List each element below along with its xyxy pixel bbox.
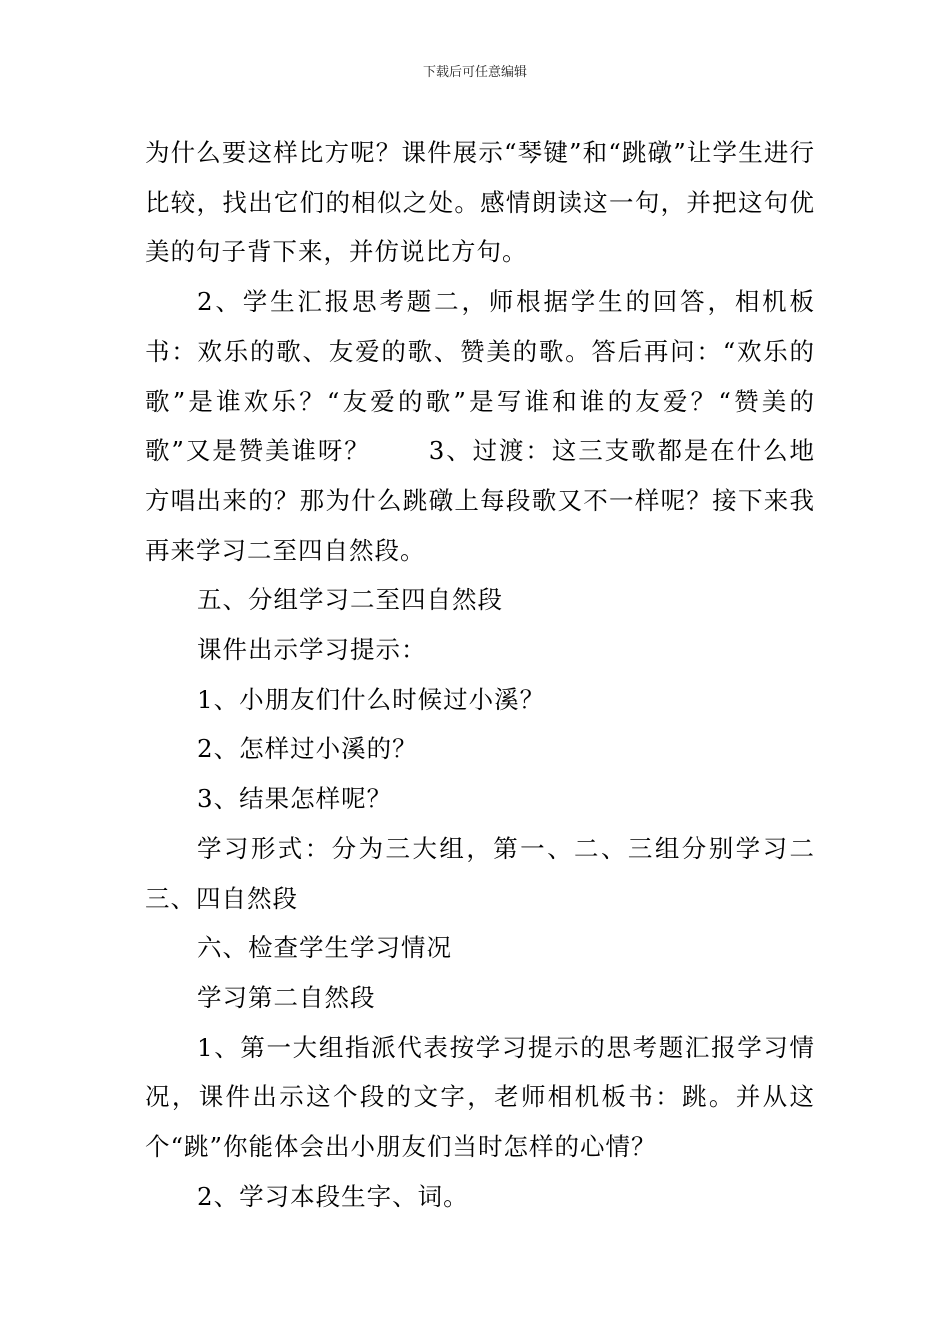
paragraph-2-part-2: 3、过渡：这三支歌都是在什么地方唱出来的？那为什么跳礅上每段歌又不一样呢？接下来我再来学习二至四自然段。 <box>145 436 815 565</box>
paragraph-2 <box>145 277 815 575</box>
list-item: 1、小朋友们什么时候过小溪？ <box>197 684 546 714</box>
paragraph-10: 学习第二自然段 <box>197 982 376 1012</box>
section-heading-5: 五、分组学习二至四自然段 <box>197 585 503 615</box>
paragraph-4: 课件出示学习提示： <box>197 635 427 665</box>
document-body <box>145 128 815 1221</box>
paragraph-8: 学习形式：分为三大组，第一、二、三组分别学习二三、四自然段 <box>145 833 815 913</box>
section-heading-6: 六、检查学生学习情况 <box>197 933 452 963</box>
list-item: 3、结果怎样呢？ <box>197 784 393 814</box>
list-item: 2、怎样过小溪的？ <box>197 734 418 764</box>
paragraph-2-part-1: 2、学生汇报思考题二，师根据学生的回答，相机板书：欢乐的歌、友爱的歌、赞美的歌。答后再问：“欢乐的歌”是谁欢乐？“友爱的歌”是写谁和谁的友爱？“赞美的歌”又是赞美谁呀？ <box>145 287 815 466</box>
paragraph-12: 2、学习本段生字、词。 <box>197 1181 469 1211</box>
paragraph-1: 为什么要这样比方呢？课件展示“琴键”和“跳礅”让学生进行比较，找出它们的相似之处。感情朗读这一句，并把这句优美的句子背下来，并仿说比方句。 <box>145 138 815 267</box>
paragraph-11: 1、第一大组指派代表按学习提示的思考题汇报学习情况，课件出示这个段的文字，老师相机板书：跳。并从这个“跳”你能体会出小朋友们当时怎样的心情？ <box>145 1032 815 1162</box>
page-header: 下载后可任意编辑 <box>422 65 527 80</box>
